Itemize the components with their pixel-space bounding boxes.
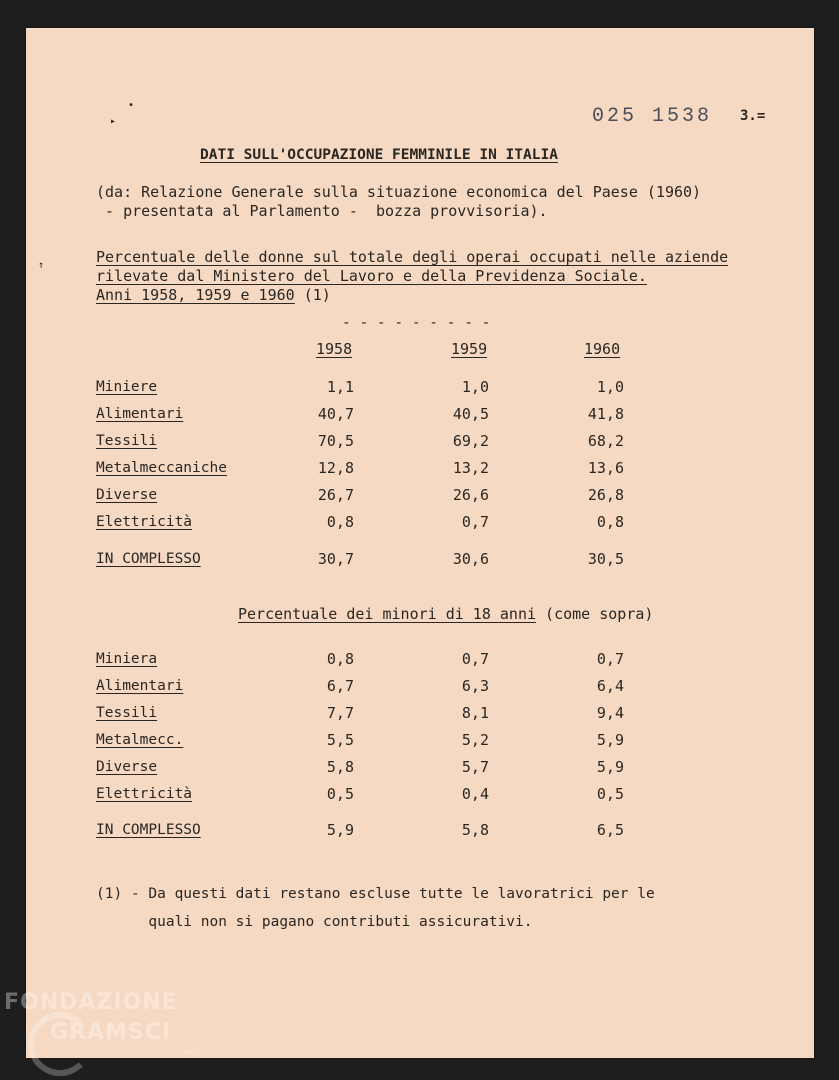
section1-heading-line-3 [96, 286, 331, 304]
cell-1959: 5,8 [461, 821, 489, 839]
cell-1958: 70,5 [317, 432, 354, 450]
ink-mark: ▸ [110, 116, 117, 127]
cell-1960: 30,5 [587, 550, 624, 568]
cell-1960: 0,7 [596, 650, 624, 668]
row-label: Metalmecc. [96, 732, 184, 748]
row-label: Miniera [96, 651, 158, 667]
cell-1958: 5,5 [326, 731, 354, 749]
cell-1959: 5,2 [461, 731, 489, 749]
section2-heading [238, 605, 653, 623]
cell-1960: 0,8 [596, 513, 624, 531]
cell-1960: 26,8 [587, 486, 624, 504]
cell-1960: 5,9 [596, 731, 624, 749]
cell-1960: 9,4 [596, 704, 624, 722]
section1-heading-line-1: Percentuale delle donne sul totale degli operai occupati nelle aziende [96, 248, 729, 266]
row-label: Alimentari [96, 406, 184, 422]
row-label: Tessili [96, 705, 158, 721]
cell-1959: 40,5 [452, 405, 489, 423]
footnote-line-2: quali non si pagano contributi assicurativi. [96, 914, 533, 930]
row-label: Elettricità [96, 514, 193, 530]
source-line-2: - presentata al Parlamento - bozza provvisoria). [96, 202, 548, 220]
year-header-1960: 1960 [584, 340, 621, 358]
year-header-1959: 1959 [451, 340, 488, 358]
total-label: IN COMPLESSO [96, 551, 201, 567]
row-label: Elettricità [96, 786, 193, 802]
cell-1958: 5,9 [326, 821, 354, 839]
row-label: Metalmeccaniche [96, 460, 227, 476]
section-divider: - - - - - - - - - [342, 315, 491, 331]
ink-mark: ↑ [38, 260, 45, 271]
cell-1958: 7,7 [326, 704, 354, 722]
cell-1958: 0,8 [326, 513, 354, 531]
cell-1960: 1,0 [596, 378, 624, 396]
row-label: Tessili [96, 433, 158, 449]
cell-1958: 26,7 [317, 486, 354, 504]
row-label: Diverse [96, 487, 158, 503]
section2-heading-note: (come sopra) [536, 605, 654, 623]
cell-1959: 13,2 [452, 459, 489, 477]
cell-1958: 0,8 [326, 650, 354, 668]
cell-1960: 41,8 [587, 405, 624, 423]
cell-1959: 0,7 [461, 650, 489, 668]
cell-1959: 6,3 [461, 677, 489, 695]
cell-1958: 30,7 [317, 550, 354, 568]
document-page [26, 28, 814, 1058]
row-label: Diverse [96, 759, 158, 775]
watermark-line-3: onlus [178, 1048, 200, 1057]
cell-1959: 30,6 [452, 550, 489, 568]
watermark-line-1: FONDAZIONE [4, 990, 178, 1015]
section2-heading-text: Percentuale dei minori di 18 anni [238, 605, 537, 623]
year-header-1958: 1958 [316, 340, 353, 358]
document-title: DATI SULL'OCCUPAZIONE FEMMINILE IN ITALIA [200, 147, 558, 163]
cell-1958: 6,7 [326, 677, 354, 695]
cell-1958: 0,5 [326, 785, 354, 803]
cell-1960: 6,5 [596, 821, 624, 839]
cell-1958: 12,8 [317, 459, 354, 477]
cell-1960: 0,5 [596, 785, 624, 803]
cell-1959: 8,1 [461, 704, 489, 722]
cell-1958: 40,7 [317, 405, 354, 423]
cell-1958: 1,1 [326, 378, 354, 396]
cell-1960: 5,9 [596, 758, 624, 776]
cell-1960: 6,4 [596, 677, 624, 695]
row-label: Miniere [96, 379, 158, 395]
section1-years-heading: Anni 1958, 1959 e 1960 [96, 286, 295, 304]
cell-1959: 26,6 [452, 486, 489, 504]
source-line-1: (da: Relazione Generale sulla situazione economica del Paese (1960) [96, 183, 702, 201]
total-label: IN COMPLESSO [96, 822, 201, 838]
cell-1959: 1,0 [461, 378, 489, 396]
row-label: Alimentari [96, 678, 184, 694]
cell-1959: 69,2 [452, 432, 489, 450]
cell-1960: 13,6 [587, 459, 624, 477]
watermark-line-2: GRAMSCI [50, 1020, 172, 1045]
cell-1959: 0,7 [461, 513, 489, 531]
section1-heading-note: (1) [294, 286, 331, 304]
section1-heading-line-2: rilevate dal Ministero del Lavoro e della Previdenza Sociale. [96, 267, 647, 285]
cell-1960: 68,2 [587, 432, 624, 450]
cell-1959: 0,4 [461, 785, 489, 803]
ink-mark: • [128, 100, 135, 111]
cell-1958: 5,8 [326, 758, 354, 776]
page-number: 3.= [740, 108, 766, 124]
footnote-line-1: (1) - Da questi dati restano escluse tutte le lavoratrici per le [96, 886, 655, 902]
archive-stamp-number: 025 1538 [592, 105, 713, 128]
cell-1959: 5,7 [461, 758, 489, 776]
